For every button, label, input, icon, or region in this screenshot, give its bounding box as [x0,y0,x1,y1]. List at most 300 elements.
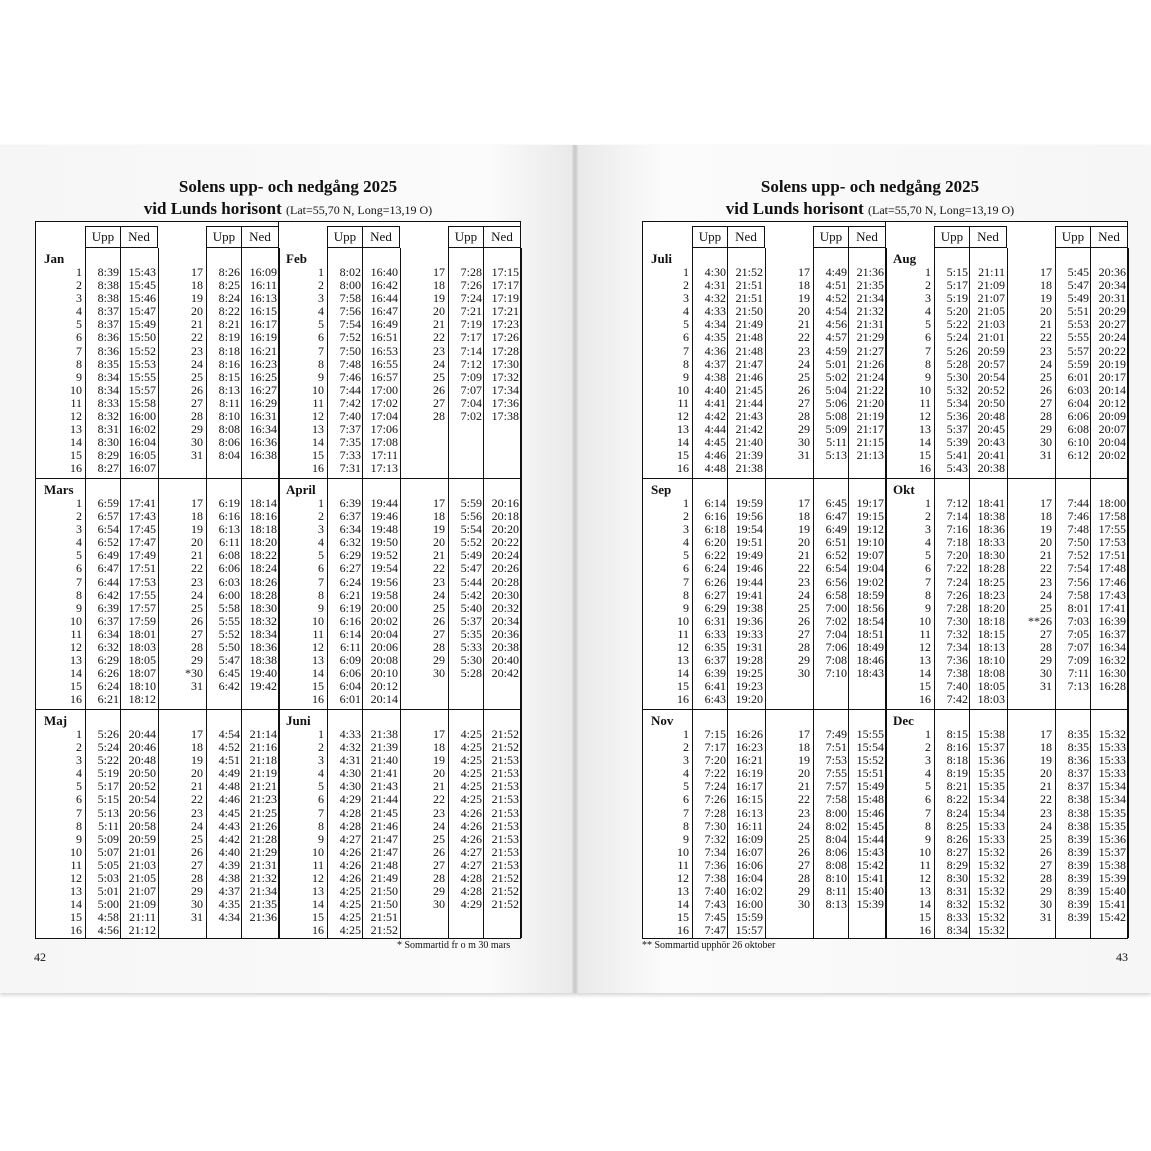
sunset-cell: 17:55 [1098,522,1126,537]
day-cell: 2 [683,509,689,524]
sunrise-cell: 7:04 [825,626,847,641]
sunset-cell: 17:43 [1098,587,1126,602]
sunset-cell: 15:35 [1098,805,1126,820]
day-cell: 17 [798,496,810,510]
day-cell: 7 [683,574,689,589]
day-cell: 24 [1040,818,1052,833]
table-row [1006,371,1127,384]
sunrise-cell: 5:33 [460,640,482,655]
sunset-cell: 18:16 [249,509,277,524]
day-cell: 2 [683,740,689,755]
sunrise-cell: 7:58 [1067,587,1089,602]
day-cell: 20 [798,766,810,781]
sunrise-cell: 4:52 [218,740,240,755]
day-cell: 8 [318,587,324,602]
sunset-cell: 19:12 [856,522,884,537]
table-row [764,345,885,358]
day-cell: 28 [433,640,445,655]
day-cell: 14 [677,435,689,450]
day-cell: 2 [318,509,324,524]
header-ned: Ned [969,226,1007,248]
sunrise-cell: 4:25 [339,910,361,925]
sunset-cell: 18:30 [977,548,1005,563]
day-cell: 19 [191,522,203,537]
sunset-cell: 15:33 [977,831,1005,846]
sunrise-cell: 7:32 [704,831,726,846]
day-cell: 4 [925,304,931,319]
title-coords: (Lat=55,70 N, Long=13,19 O) [868,203,1015,217]
day-cell: 31 [191,448,203,463]
sunrise-cell: 6:16 [339,613,361,628]
table-row [399,345,520,358]
sunrise-cell: 5:20 [946,304,968,319]
sunset-cell: 16:44 [370,291,398,306]
sunset-cell: 17:26 [491,330,519,345]
sunset-cell: 21:50 [370,884,398,899]
sunset-cell: 21:05 [977,304,1005,319]
sunrise-cell: 7:15 [704,727,726,741]
day-cell: 30 [433,666,445,681]
day-cell: 12 [312,871,324,886]
day-cell: 12 [312,409,324,424]
day-cell: 23 [1040,343,1052,358]
day-cell: 21 [1040,548,1052,563]
sunset-cell: 15:48 [856,792,884,807]
day-cell: 15 [919,910,931,925]
sunrise-cell: 5:42 [460,587,482,602]
table-row [1006,576,1127,589]
sunrise-cell: 7:12 [460,356,482,371]
table-row [1006,589,1127,602]
day-cell: 5 [76,779,82,794]
sunset-cell: 21:53 [491,857,519,872]
sunset-cell: 21:26 [856,356,884,371]
day-cell: 3 [318,291,324,306]
sunset-cell: 16:37 [1098,626,1126,641]
day-cell: 6 [925,792,931,807]
sunset-cell: 21:52 [491,897,519,912]
sunset-cell: 18:38 [977,509,1005,524]
day-cell: 9 [683,600,689,615]
sunset-cell: 15:34 [1098,779,1126,794]
day-cell: 19 [798,753,810,768]
day-cell: 7 [683,805,689,820]
sunrise-cell: 6:44 [97,574,119,589]
sunrise-cell: 5:34 [946,395,968,410]
sunset-cell: 20:07 [1098,422,1126,437]
day-cell: 22 [798,561,810,576]
day-cell: 22 [433,330,445,345]
sunrise-cell: 4:36 [704,343,726,358]
sunrise-cell: 6:16 [218,509,240,524]
sunset-cell: 19:42 [249,679,277,694]
sunset-cell: 15:38 [1098,857,1126,872]
sunset-cell: 21:34 [856,291,884,306]
sunset-cell: 18:33 [977,535,1005,550]
sunrise-cell: 4:25 [460,766,482,781]
sunrise-cell: 4:38 [218,871,240,886]
table-row [36,602,157,615]
sunset-cell: 18:56 [856,600,884,615]
sunrise-cell: 7:56 [339,304,361,319]
day-cell: 28 [191,640,203,655]
sunrise-cell: 5:43 [946,461,968,476]
day-cell: 17 [1040,727,1052,741]
sunrise-cell: 8:26 [218,265,240,279]
title-coords: (Lat=55,70 N, Long=13,19 O) [286,203,433,217]
table-row [157,615,278,628]
sunrise-cell: 4:42 [704,409,726,424]
sunrise-cell: 5:24 [97,740,119,755]
day-cell: 10 [919,613,931,628]
month-name: Sep [651,482,672,497]
table-row [157,846,278,859]
sunset-cell: 21:52 [370,923,398,938]
sunset-cell: 18:01 [128,626,156,641]
month-rows [157,497,278,693]
day-cell: 14 [919,435,931,450]
table-row [36,358,157,371]
day-cell: 7 [76,574,82,589]
column-rule [521,248,522,938]
sunrise-cell: 7:31 [339,461,361,476]
table-row [157,562,278,575]
table-row [643,562,764,575]
day-cell: 5 [925,317,931,332]
sunset-cell: 16:34 [249,422,277,437]
sunset-cell: 21:43 [370,779,398,794]
month-name: Mars [44,482,74,497]
sunset-cell: 18:20 [977,600,1005,615]
day-cell: 6 [925,330,931,345]
sunset-cell: 18:14 [249,496,277,510]
day-cell: 22 [191,561,203,576]
day-cell: 8 [76,356,82,371]
sunset-cell: 15:33 [977,818,1005,833]
table-row [157,384,278,397]
sunset-cell: 17:53 [128,574,156,589]
day-cell: 10 [919,844,931,859]
day-cell: 18 [798,278,810,293]
sunset-cell: 16:36 [249,435,277,450]
sunrise-cell: 8:04 [218,448,240,463]
day-cell: 7 [318,574,324,589]
sunrise-cell: 8:39 [1067,857,1089,872]
day-cell: 29 [798,653,810,668]
day-cell: 22 [433,561,445,576]
day-cell: 8 [925,356,931,371]
sunset-cell: 21:09 [977,278,1005,293]
sunset-cell: 15:32 [977,897,1005,912]
sunset-cell: 21:32 [856,304,884,319]
sunset-cell: 19:50 [370,535,398,550]
sunrise-cell: 8:00 [825,805,847,820]
sunset-cell: 16:05 [128,448,156,463]
sunrise-cell: 5:01 [825,356,847,371]
table-row [399,615,520,628]
sunrise-cell: 6:21 [339,587,361,602]
sunset-cell: 21:14 [249,727,277,741]
sunset-cell: 21:13 [856,448,884,463]
day-cell: 6 [76,561,82,576]
sunrise-cell: 6:19 [339,600,361,615]
sunset-cell: 21:12 [128,923,156,938]
sunset-cell: 19:17 [856,496,884,510]
sunset-cell: 20:10 [370,666,398,681]
day-cell: 15 [312,448,324,463]
sunrise-cell: 4:48 [218,779,240,794]
sunrise-cell: 6:12 [1067,448,1089,463]
sunrise-cell: 8:39 [1067,831,1089,846]
table-row [157,589,278,602]
day-cell: 4 [683,535,689,550]
sunset-cell: 17:34 [491,382,519,397]
day-cell: 11 [70,395,82,410]
day-cell: 24 [433,587,445,602]
sunset-cell: 15:39 [1098,871,1126,886]
day-cell: 4 [318,766,324,781]
day-cell: 29 [798,884,810,899]
month-name: Maj [44,713,68,728]
sunset-cell: 18:13 [977,640,1005,655]
sunset-cell: 20:52 [128,779,156,794]
day-cell: 25 [433,831,445,846]
sunrise-cell: 5:19 [946,291,968,306]
sunset-cell: 21:53 [491,779,519,794]
sunset-cell: 21:46 [370,818,398,833]
sunset-cell: 19:15 [856,509,884,524]
month-rows [1006,497,1127,693]
table-row [885,693,1006,706]
table-row [278,358,399,371]
table-row [643,462,764,475]
day-cell: 18 [433,509,445,524]
sunset-cell: 20:38 [977,461,1005,476]
sunrise-cell: 7:34 [704,844,726,859]
sunset-cell: 18:08 [977,666,1005,681]
sunset-cell: 19:23 [735,679,763,694]
day-cell: 11 [677,626,689,641]
sunset-cell: 15:32 [977,923,1005,938]
sunrise-cell: 6:13 [218,522,240,537]
sunrise-cell: 4:33 [704,304,726,319]
sunrise-cell: 4:54 [218,727,240,741]
table-row [36,384,157,397]
sunrise-cell: 8:06 [218,435,240,450]
day-cell: 20 [191,304,203,319]
sunrise-cell: 8:16 [946,740,968,755]
month-rows [36,266,157,476]
day-cell: 6 [925,561,931,576]
sunrise-cell: 8:35 [1067,740,1089,755]
sunset-cell: 21:48 [735,330,763,345]
day-cell: 6 [318,792,324,807]
sunset-cell: 16:21 [735,753,763,768]
sunrise-cell: 7:53 [825,753,847,768]
sunrise-cell: 8:27 [946,844,968,859]
sunrise-cell: 4:32 [339,740,361,755]
sunset-cell: 19:44 [370,496,398,510]
sunrise-cell: 6:52 [97,535,119,550]
day-cell: 20 [798,304,810,319]
sunset-cell: 21:07 [128,884,156,899]
month-name: Nov [651,713,674,728]
sunrise-cell: 8:21 [218,317,240,332]
day-cell: 28 [1040,409,1052,424]
day-cell: 5 [318,779,324,794]
sunset-cell: 21:03 [977,317,1005,332]
sunrise-cell: 4:56 [825,317,847,332]
sunset-cell: 19:38 [735,600,763,615]
sunset-cell: 20:44 [128,727,156,741]
day-cell: 28 [433,409,445,424]
sunrise-cell: 6:34 [339,522,361,537]
day-cell: 29 [1040,653,1052,668]
day-cell: 26 [433,844,445,859]
sunset-cell: 16:32 [1098,653,1126,668]
day-cell: 31 [191,679,203,694]
sunset-cell: 19:41 [735,587,763,602]
sunrise-cell: 8:38 [97,278,119,293]
day-cell: 27 [191,395,203,410]
sunset-cell: 15:49 [856,779,884,794]
table-row [885,562,1006,575]
sunrise-cell: 8:25 [218,278,240,293]
month-rows [885,497,1006,707]
day-cell: 2 [925,740,931,755]
sunrise-cell: 6:39 [704,666,726,681]
sunrise-cell: 4:28 [339,818,361,833]
sunrise-cell: 7:05 [1067,626,1089,641]
sunset-cell: 21:40 [370,753,398,768]
table-row [643,693,764,706]
sunrise-cell: 4:26 [460,818,482,833]
sunset-cell: 21:01 [977,330,1005,345]
sunset-cell: 17:45 [128,522,156,537]
sunset-cell: 15:55 [856,727,884,741]
sunset-cell: 19:02 [856,574,884,589]
sunrise-cell: 6:06 [339,666,361,681]
day-cell: 8 [925,818,931,833]
sunset-cell: 16:23 [249,356,277,371]
month-rows [764,266,885,462]
day-cell: 31 [1040,910,1052,925]
day-cell: 16 [70,692,82,707]
sunset-cell: 19:56 [370,574,398,589]
sunrise-cell: 6:57 [97,509,119,524]
sunrise-cell: 7:19 [460,317,482,332]
sunset-cell: 20:16 [491,496,519,510]
sunrise-cell: 7:48 [339,356,361,371]
sunset-cell: 16:02 [128,422,156,437]
day-cell: 13 [70,653,82,668]
sunrise-cell: 6:32 [97,640,119,655]
month-rows [643,497,764,707]
day-cell: 9 [318,600,324,615]
day-cell: 14 [677,666,689,681]
sunrise-cell: 7:56 [1067,574,1089,589]
sunrise-cell: 4:29 [339,792,361,807]
table-row [764,667,885,680]
day-cell: 5 [925,779,931,794]
sunset-cell: 17:04 [370,409,398,424]
sunrise-cell: 4:43 [218,818,240,833]
sunset-cell: 16:07 [735,844,763,859]
day-cell: 6 [683,792,689,807]
table-row [764,589,885,602]
sunrise-cell: 8:13 [218,382,240,397]
sunrise-cell: 4:28 [460,884,482,899]
sunset-cell: 21:28 [249,831,277,846]
day-cell: 9 [318,369,324,384]
header-ned: Ned [483,226,521,248]
day-cell: 24 [433,356,445,371]
sunset-cell: 16:06 [735,857,763,872]
day-cell: 25 [798,600,810,615]
table-row [157,331,278,344]
sunrise-cell: 7:45 [704,910,726,925]
sunrise-cell: 7:32 [946,626,968,641]
sunset-cell: 20:30 [491,587,519,602]
sunrise-cell: 4:59 [825,343,847,358]
day-cell: 27 [798,857,810,872]
sunset-cell: 17:06 [370,422,398,437]
table-row [1006,602,1127,615]
sunset-cell: 20:59 [128,831,156,846]
sunset-cell: 18:30 [249,600,277,615]
sunrise-cell: 4:30 [704,265,726,279]
table-row [764,615,885,628]
sunrise-cell: 4:26 [339,844,361,859]
sunset-cell: 18:26 [249,574,277,589]
sunrise-cell: 7:17 [460,330,482,345]
sunrise-cell: 5:49 [460,548,482,563]
day-cell: 12 [677,409,689,424]
sunset-cell: 20:32 [491,600,519,615]
sunrise-cell: 8:36 [97,343,119,358]
day-cell: 15 [677,448,689,463]
sunset-cell: 18:12 [128,692,156,707]
table-row [157,345,278,358]
day-cell: 1 [683,265,689,279]
day-cell: 6 [76,792,82,807]
day-cell: 26 [798,844,810,859]
day-cell: 27 [1040,626,1052,641]
month-rows [1006,266,1127,462]
sunset-cell: 20:28 [491,574,519,589]
sunset-cell: 16:47 [370,304,398,319]
sunrise-cell: 5:09 [97,831,119,846]
table-row [36,820,157,833]
sunrise-cell: 8:38 [1067,818,1089,833]
sunrise-cell: 4:26 [339,857,361,872]
day-cell: 23 [191,574,203,589]
sunrise-cell: 5:37 [946,422,968,437]
sunrise-cell: 4:40 [218,844,240,859]
sunrise-cell: 8:34 [946,923,968,938]
sunrise-cell: 4:25 [339,923,361,938]
day-cell: 3 [76,522,82,537]
day-cell: 26 [798,613,810,628]
sunset-cell: 20:54 [128,792,156,807]
sunset-cell: 17:30 [491,356,519,371]
sunset-cell: 18:03 [977,692,1005,707]
right-page [576,145,1151,993]
day-cell: 4 [318,304,324,319]
sunrise-cell: 8:02 [339,265,361,279]
sunset-cell: 17:41 [128,496,156,510]
sunset-cell: 21:47 [370,844,398,859]
